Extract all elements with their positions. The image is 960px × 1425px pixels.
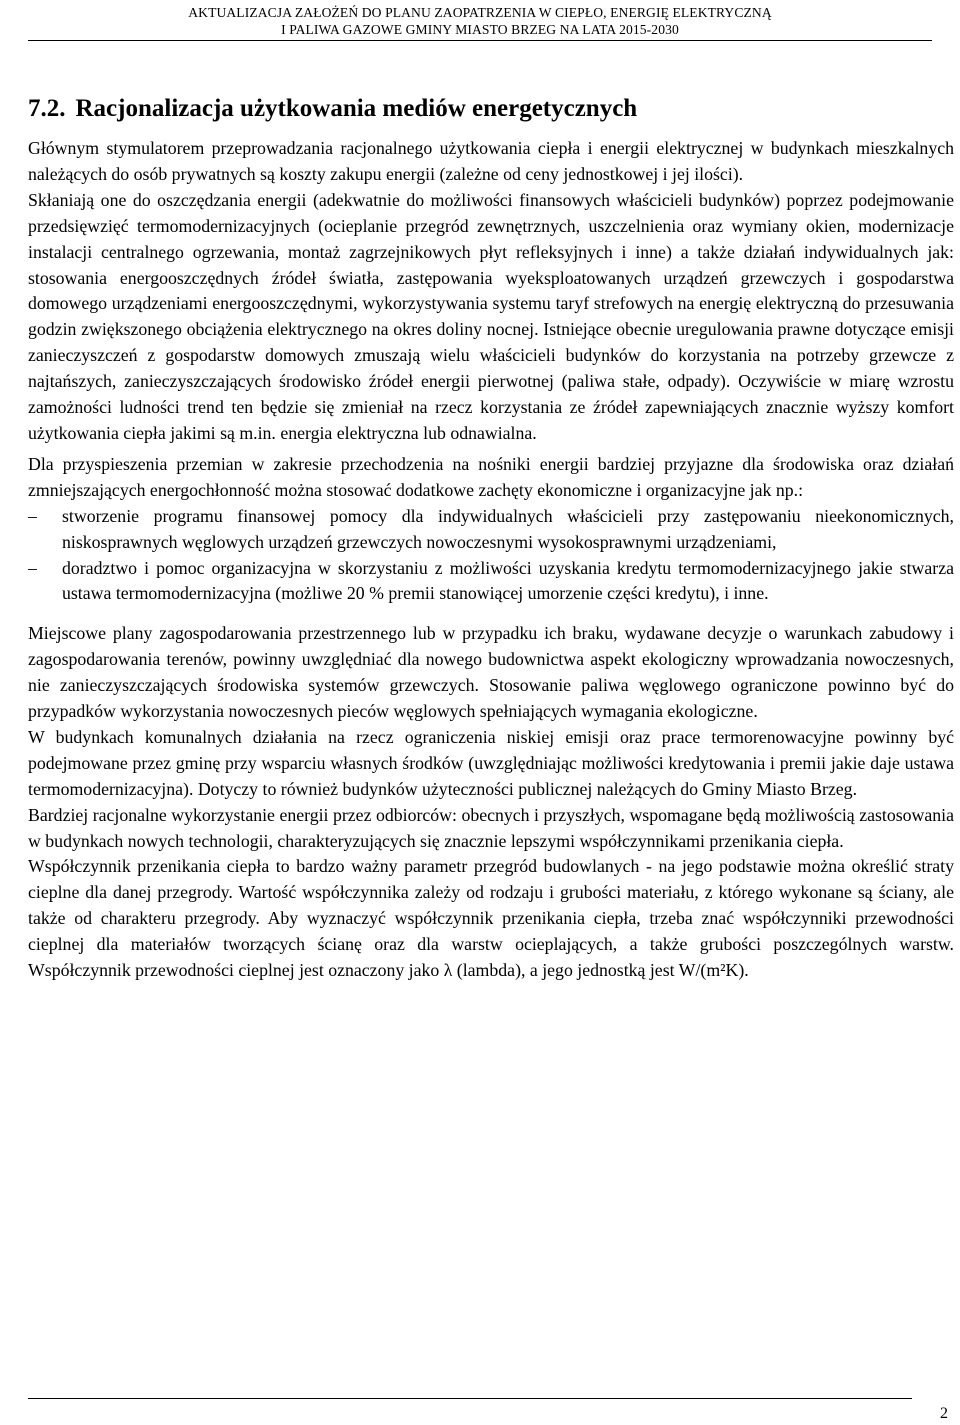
document-header [0,4,960,38]
paragraph-6: Bardziej racjonalne wykorzystanie energii przez odbiorców: obecnych i przyszłych, wspomagane będą możliwością zastosowania w budynkach nowych technologii, charakteryzujących się znacznie lepszymi współczynnikami przenikania ciepła. [28,804,954,851]
list-item [28,504,954,556]
paragraph-1: Głównym stymulatorem przeprowadzania racjonalnego użytkowania ciepła i energii elektrycznej w budynkach mieszkalnych należących do osób prywatnych są koszty zakupu energii (zależne od ceny jednostkowej i jej ilości). [28,138,954,184]
header-divider [28,40,932,41]
section-title: Racjonalizacja użytkowania mediów energetycznych [75,95,638,122]
section-number: 7.2. [28,95,66,122]
list-item-text: doradztwo i pomoc organizacyjna w skorzystaniu z możliwości uzyskania kredytu termomodernizacyjnego jakie stwarza ustawa termomodernizacyjna (możliwe 20 % premii stanowiącej umorzenie części kredytu), i inne. [62,557,954,604]
header-line-2: I PALIWA GAZOWE GMINY MIASTO BRZEG NA LATA 2015-2030 [281,22,679,37]
dash-bullet: – [28,505,37,526]
paragraph-5: W budynkach komunalnych działania na rzecz ograniczenia niskiej emisji oraz prace termorenowacyjne powinny być podejmowane przez gminę przy wsparciu własnych środków (uwzględniając możliwości kredytowania i premii jakie daje ustawa termomodernizacyjna). Dotyczy to również budynków użyteczności publicznej należących do Gminy Miasto Brzeg. [28,726,954,799]
dash-bullet: – [28,557,37,578]
incentives-list [28,504,954,608]
list-item [28,556,954,608]
footer-divider [28,1398,912,1399]
section-heading [28,92,954,126]
header-line-1: AKTUALIZACJA ZAŁOŻEŃ DO PLANU ZAOPATRZENIA W CIEPŁO, ENERGIĘ ELEKTRYCZNĄ [188,5,772,20]
paragraph-3: Dla przyspieszenia przemian w zakresie przechodzenia na nośniki energii bardziej przyjazne dla środowiska oraz działań zmniejszających energochłonność można stosować dodatkowe zachęty ekonomiczne i organizacyjne jak np.: [28,453,954,500]
page-number: 2 [940,1405,948,1422]
paragraph-7: Współczynnik przenikania ciepła to bardzo ważny parametr przegród budowlanych - na jego podstawie można określić straty cieplne dla danej przegrody. Wartość współczynnika zależy od rodzaju i grubości materiału, z którego wykonane są ściany, ale także od charakteru przegrody. Aby wyznaczyć współczynnik przenikania ciepła, trzeba znać współczynniki przewodności cieplnej dla materiałów tworzących ścianę oraz dla warstw ocieplających, a także grubości poszczególnych warstw. Współczynnik przewodności cieplnej jest oznaczony jako λ (lambda), a jego jednostką jest W/(m²K). [28,856,954,981]
list-item-text: stworzenie programu finansowej pomocy dla indywidualnych właścicieli przy zastępowaniu nieekonomicznych, niskosprawnych węglowych urządzeń grzewczych nowoczesnymi wysokosprawnymi urządzeniami, [62,505,954,552]
paragraph-2: Skłaniają one do oszczędzania energii (adekwatnie do możliwości finansowych właścicieli budynków) poprzez podejmowanie przedsięwzięć termomodernizacyjnych (ocieplanie przegród zewnętrznych, uszczelnienia oraz wymiany okien, modernizacje instalacji centralnego ogrzewania, montaż zagrzejnikowych płyt refleksyjnych i inne) a także działań indywidualnych jak: stosowania energooszczędnych źródeł światła, zastępowania wyeksploatowanych urządzeń grzewczych i gospodarstwa domowego urządzeniami energooszczędnymi, wykorzystywania systemu taryf strefowych na energię elektryczną do przesuwania godzin zwiększonego obciążenia elektrycznego na okres doliny nocnej. Istniejące obecnie uregulowania prawne dotyczące emisji zanieczyszczeń z gospodarstw domowych zmuszają wielu właścicieli budynków do korzystania na potrzeby grzewcze z najtańszych, zanieczyszczających środowisko źródeł energii pierwotnej (paliwa stałe, odpady). Oczywiście w miarę wzrostu zamożności ludności trend ten będzie się zmieniał na rzecz korzystania ze źródeł zapewniających znacznie wyższy komfort użytkowania ciepła jakimi są m.in. energia elektryczna lub odnawialna. [28,189,954,443]
document-body [28,92,954,984]
paragraph-4: Miejscowe plany zagospodarowania przestrzennego lub w przypadku ich braku, wydawane decyzje o warunkach zabudowy i zagospodarowania terenów, powinny uwzględniać dla nowego budownictwa aspekt ekologiczny wprowadzania nowoczesnych, nie zanieczyszczających środowiska systemów grzewczych. Stosowanie paliwa węglowego ograniczone powinno być do przypadków wykorzystania nowoczesnych pieców węglowych spełniających wymagania ekologiczne. [28,623,954,722]
